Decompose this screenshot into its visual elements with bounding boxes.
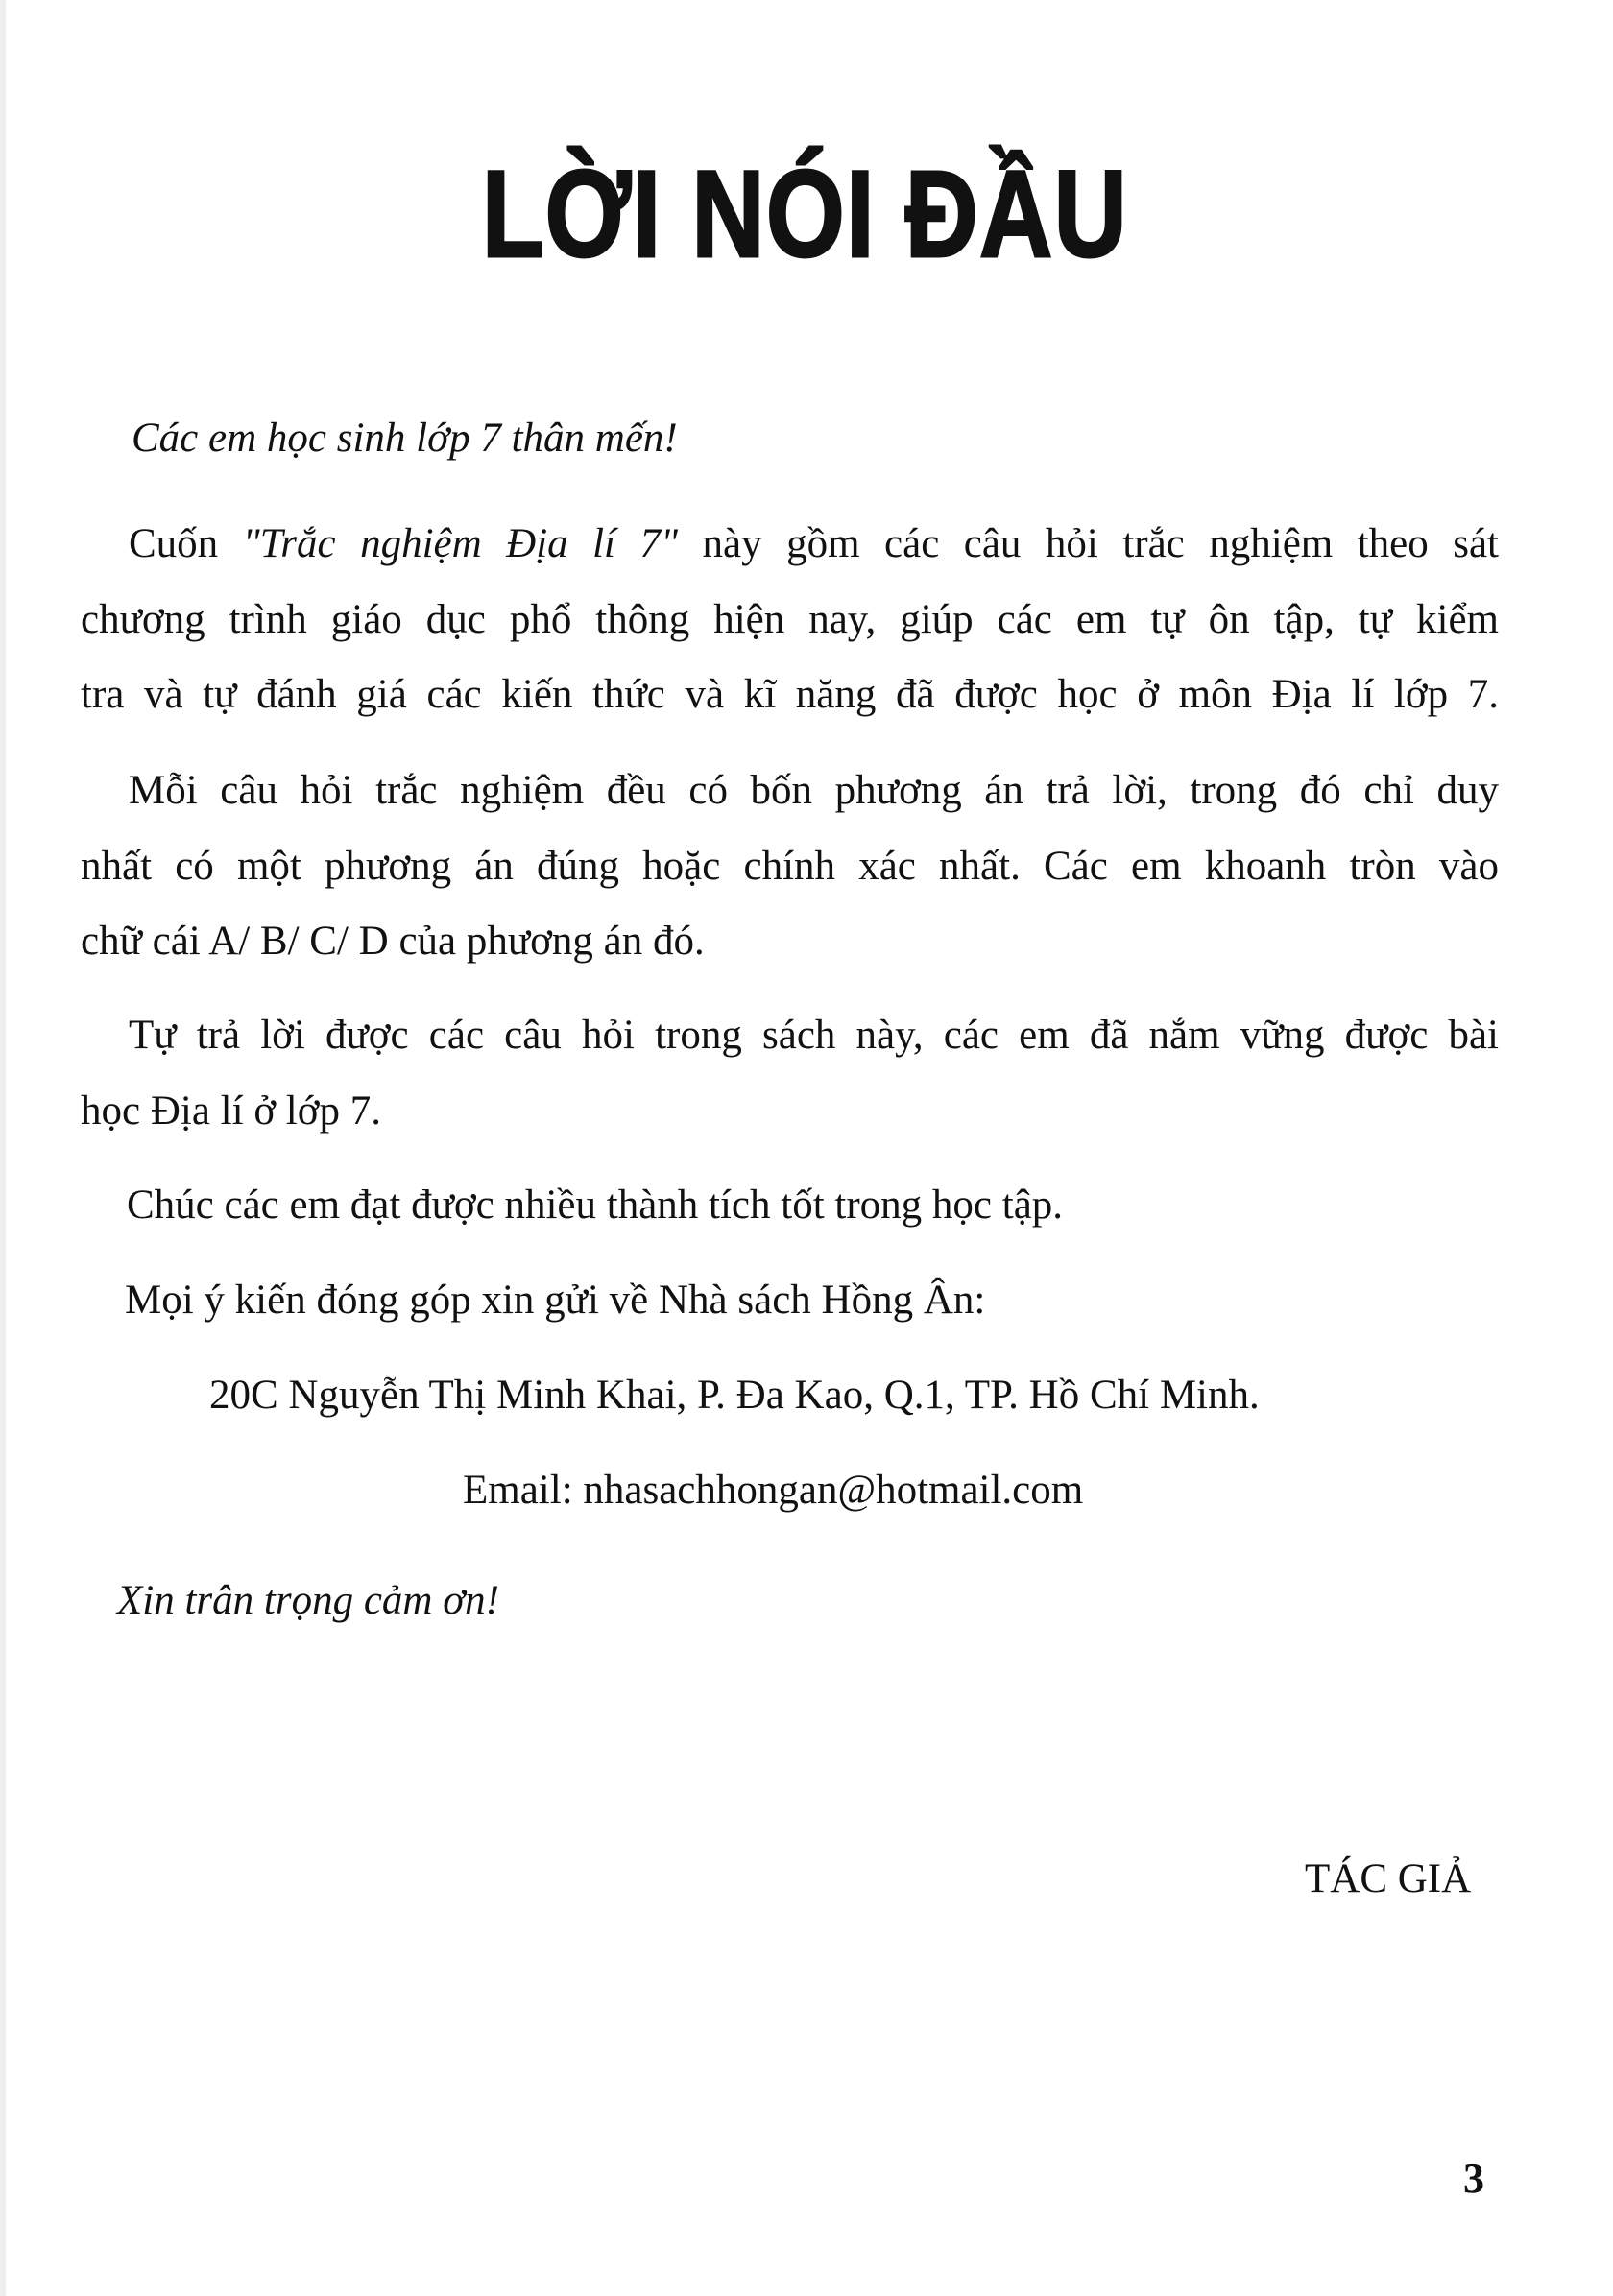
page-number: 3 (1463, 2155, 1484, 2202)
paragraph-line: tra và tự đánh giá các kiến thức và kĩ năng đã được học ở môn Địa lí lớp 7. (81, 672, 1499, 717)
wish-text: Chúc các em đạt được nhiều thành tích tốt trong học tập. (127, 1183, 1064, 1228)
page-title: LỜI NÓI ĐẦU (481, 146, 1129, 283)
paragraph-line: Mỗi câu hỏi trắc nghiệm đều có bốn phương án trả lời, trong đó chỉ duy (129, 768, 1499, 813)
greeting: Các em học sinh lớp 7 thân mến! (132, 416, 678, 461)
paragraph-line: chữ cái A/ B/ C/ D của phương án đó. (81, 919, 705, 964)
contact-intro: Mọi ý kiến đóng góp xin gửi về Nhà sách Hồng Ân: (125, 1278, 986, 1323)
thanks: Xin trân trọng cảm ơn! (117, 1578, 499, 1623)
email: Email: nhasachhongan@hotmail.com (463, 1468, 1084, 1513)
paragraph-line: học Địa lí ở lớp 7. (81, 1088, 381, 1134)
address: 20C Nguyễn Thị Minh Khai, P. Đa Kao, Q.1, TP. Hồ Chí Minh. (209, 1373, 1260, 1418)
author-signature: TÁC GIẢ (1305, 1856, 1472, 1901)
paragraph-line: Tự trả lời được các câu hỏi trong sách này, các em đã nắm vững được bài (129, 1013, 1499, 1058)
paragraph-line: chương trình giáo dục phổ thông hiện nay, giúp các em tự ôn tập, tự kiểm (81, 597, 1499, 642)
paragraph-line: nhất có một phương án đúng hoặc chính xác nhất. Các em khoanh tròn vào (81, 844, 1499, 889)
paragraph-line: Cuốn "Trắc nghiệm Địa lí 7" này gồm các câu hỏi trắc nghiệm theo sát (129, 521, 1499, 566)
page-edge (0, 0, 6, 2296)
